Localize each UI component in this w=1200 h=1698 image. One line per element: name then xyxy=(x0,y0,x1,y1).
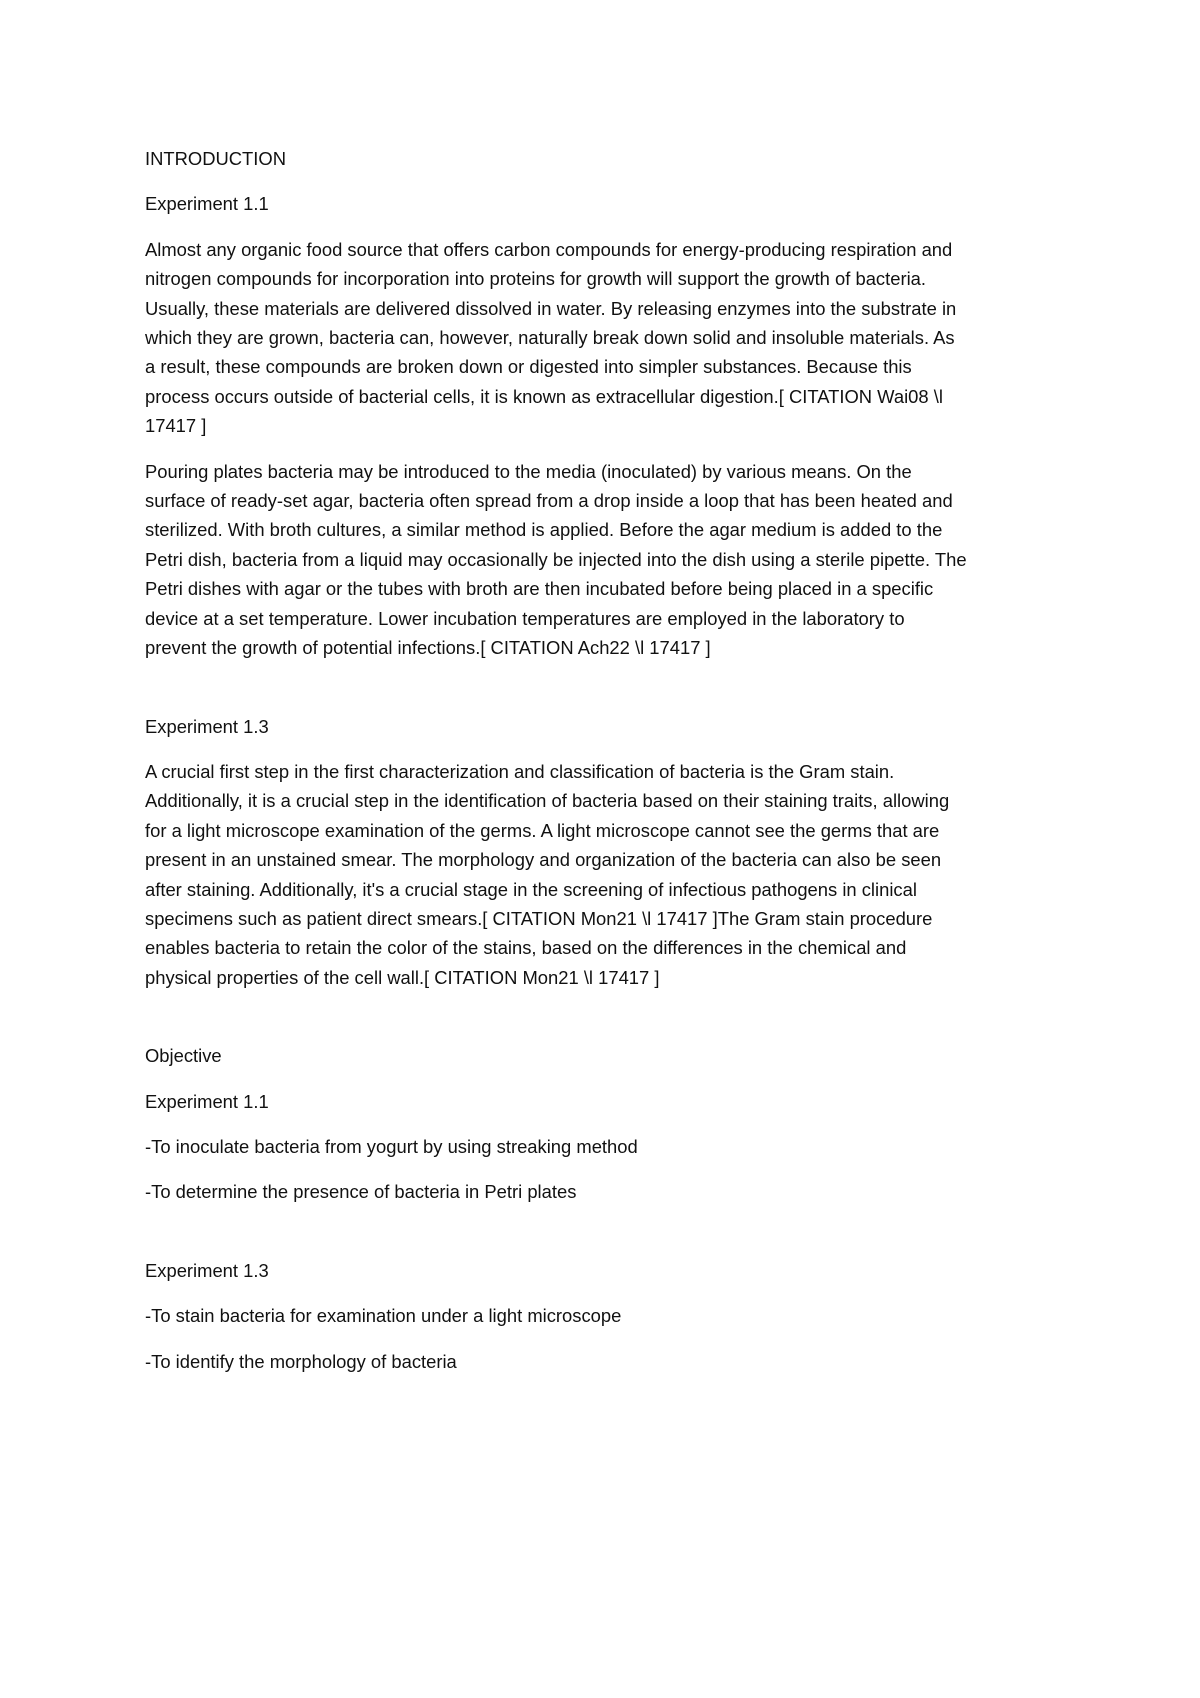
paragraph-line: a result, these compounds are broken down or digested into simpler substances. Because this xyxy=(145,356,912,378)
paragraph-line: for a light microscope examination of the germs. A light microscope cannot see the germs that are xyxy=(145,819,940,841)
objective-item: -To inoculate bacteria from yogurt by using streaking method xyxy=(145,1135,638,1157)
introduction-paragraph-2 xyxy=(145,457,1070,663)
paragraph-line: prevent the growth of potential infections.[ CITATION Ach22 \l 17417 ] xyxy=(145,637,711,659)
paragraph-line: process occurs outside of bacterial cells, it is known as extracellular digestion.[ CITATION Wai08 \l xyxy=(145,385,943,407)
paragraph-line: 17417 ] xyxy=(145,415,207,437)
paragraph-line: Additionally, it is a crucial step in the identification of bacteria based on their staining traits, allowing xyxy=(145,790,950,812)
objective-experiment-1-3-label: Experiment 1.3 xyxy=(145,1259,269,1281)
paragraph-line: present in an unstained smear. The morphology and organization of the bacteria can also be seen xyxy=(145,849,942,871)
paragraph-line: device at a set temperature. Lower incubation temperatures are employed in the laboratory to xyxy=(145,607,905,629)
objective-heading: Objective xyxy=(145,1045,222,1067)
paragraph-line: surface of ready-set agar, bacteria often spread from a drop inside a loop that has been heated and xyxy=(145,490,953,512)
document-body xyxy=(145,144,1070,1392)
spacer xyxy=(145,679,1070,712)
experiment-1-1-label: Experiment 1.1 xyxy=(145,193,269,215)
paragraph-line: A crucial first step in the first characterization and classification of bacteria is the Gram stain. xyxy=(145,760,895,782)
paragraph-line: enables bacteria to retain the color of the stains, based on the differences in the chemical and xyxy=(145,937,907,959)
paragraph-line: Almost any organic food source that offers carbon compounds for energy-producing respiration and xyxy=(145,238,953,260)
spacer xyxy=(145,1223,1070,1256)
paragraph-line: Usually, these materials are delivered dissolved in water. By releasing enzymes into the substrate in xyxy=(145,297,957,319)
paragraph-line: Petri dish, bacteria from a liquid may occasionally be injected into the dish using a sterile pipette. The xyxy=(145,548,967,570)
experiment-1-3-label: Experiment 1.3 xyxy=(145,715,269,737)
paragraph-line: Petri dishes with agar or the tubes with broth are then incubated before being placed in a specific xyxy=(145,578,934,600)
paragraph-line: physical properties of the cell wall.[ CITATION Mon21 \l 17417 ] xyxy=(145,966,660,988)
objective-item: -To determine the presence of bacteria in Petri plates xyxy=(145,1181,577,1203)
paragraph-line: Pouring plates bacteria may be introduced to the media (inoculated) by various means. On the xyxy=(145,460,912,482)
paragraph-line: which they are grown, bacteria can, however, naturally break down solid and insoluble materials. As xyxy=(145,327,955,349)
introduction-paragraph-1 xyxy=(145,235,1070,441)
objective-item: -To identify the morphology of bacteria xyxy=(145,1350,457,1372)
paragraph-line: nitrogen compounds for incorporation into proteins for growth will support the growth of bacteria. xyxy=(145,268,927,290)
paragraph-line: specimens such as patient direct smears.[ CITATION Mon21 \l 17417 ]The Gram stain procedure xyxy=(145,907,933,929)
paragraph-line: after staining. Additionally, it's a crucial stage in the screening of infectious pathogens in clinical xyxy=(145,878,917,900)
introduction-paragraph-3 xyxy=(145,757,1070,992)
introduction-heading: INTRODUCTION xyxy=(145,148,286,169)
objective-item: -To stain bacteria for examination under a light microscope xyxy=(145,1305,622,1327)
objective-experiment-1-1-label: Experiment 1.1 xyxy=(145,1090,269,1112)
paragraph-line: sterilized. With broth cultures, a similar method is applied. Before the agar medium is added to the xyxy=(145,519,943,541)
spacer xyxy=(145,1008,1070,1041)
